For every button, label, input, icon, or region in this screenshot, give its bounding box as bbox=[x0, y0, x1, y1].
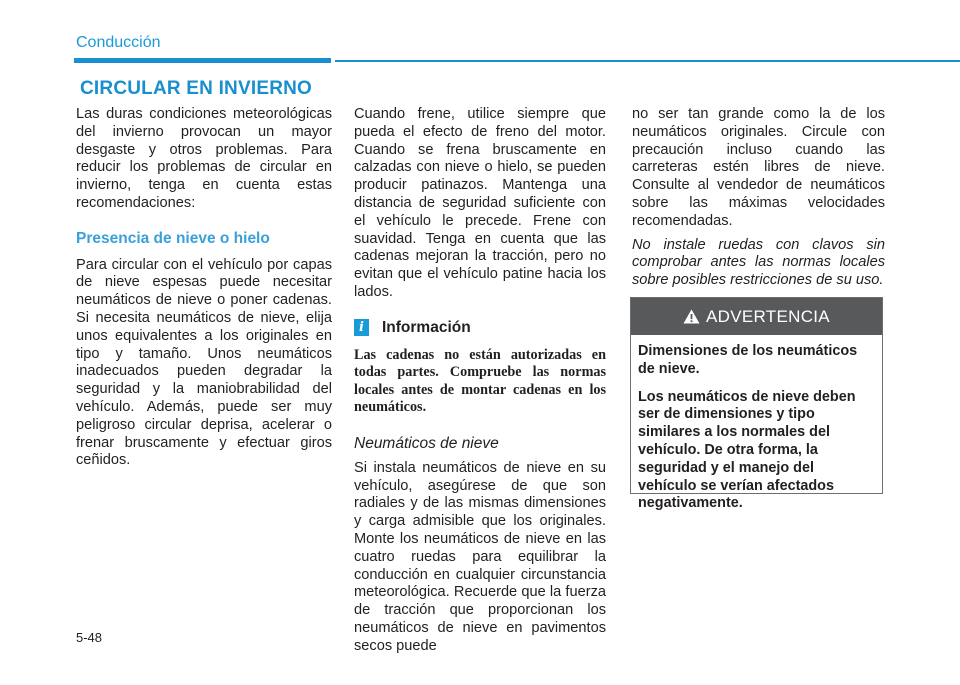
snow-tires-paragraph: Si instala neumáticos de nieve en su vehículo, asegúrese de que son radiales y de las mismas dimensiones y carga admisible que los originales. Monte los neumáticos de nieve en las cuatro ruedas para equilibrar la conducción en cualquier circunstancia meteorológica. Recuerde que la fuerza de tracción que proporcionan los neumáticos de nieve en pavimentos secos puede bbox=[354, 459, 606, 654]
header-rule-thin bbox=[335, 60, 960, 62]
warning-header bbox=[631, 298, 882, 335]
snow-ice-heading: Presencia de nieve o hielo bbox=[76, 229, 270, 247]
warning-triangle-icon bbox=[683, 309, 700, 324]
studded-tires-note: No instale ruedas con clavos sin comprobar antes las normas locales sobre posibles restricciones de su uso. bbox=[632, 236, 885, 289]
warning-title: ADVERTENCIA bbox=[706, 306, 830, 326]
info-paragraph: Las cadenas no están autorizadas en todas partes. Compruebe las normas locales antes de montar cadenas en los neumáticos. bbox=[354, 346, 606, 416]
page-number: 5-48 bbox=[76, 630, 103, 645]
braking-paragraph: Cuando frene, utilice siempre que pueda el efecto de freno del motor. Cuando se frena bruscamente en calzadas con nieve o hielo, se pueden producir patinazos. Mantenga una distancia de seguridad suficiente con el vehículo le precede. Frene con suavidad. Tenga en cuenta que las cadenas mejoran la tracción, pero no evitan que el vehículo patine hacia los lados. bbox=[354, 106, 606, 300]
info-heading bbox=[354, 319, 606, 337]
intro-paragraph: Las duras condiciones meteorológicas del invierno provocan un mayor desgaste y otros problemas. Para reducir los problemas de circular en invierno, tenga en cuenta estas recomendaciones: bbox=[76, 106, 332, 211]
warning-body bbox=[631, 335, 882, 513]
snow-tires-heading: Neumáticos de nieve bbox=[354, 434, 499, 452]
warning-text: Los neumáticos de nieve deben ser de dimensiones y tipo similares a los normales del vehículo. De otra forma, la seguridad y el manejo del vehículo se verían afectados negativamente. bbox=[638, 388, 856, 512]
column-middle bbox=[354, 106, 606, 656]
info-icon: i bbox=[354, 319, 369, 336]
continued-paragraph: no ser tan grande como la de los neumáticos originales. Circule con precaución incluso cuando las carreteras estén libres de nieve. Consulte al vendedor de neumáticos sobre las máximas velocidades recomendadas. bbox=[632, 106, 885, 229]
snow-ice-paragraph: Para circular con el vehículo por capas de nieve espesas puede necesitar neumáticos de nieve o poner cadenas. Si necesita neumáticos de nieve, elija unos equivalentes a los originales en tipo y tamaño. Unos neumáticos inadecuados pueden degradar la seguridad y la maniobrabilidad del vehículo. Además, puede ser muy peligroso circular deprisa, acelerar o frenar bruscamente y efectuar giros ceñidos. bbox=[76, 256, 332, 469]
column-left bbox=[76, 106, 332, 470]
warning-box bbox=[630, 297, 883, 512]
warning-heading: Dimensiones de los neumáticos de nieve. bbox=[638, 343, 858, 377]
section-label: Conducción bbox=[76, 34, 161, 51]
page-title: CIRCULAR EN INVIERNO bbox=[80, 78, 313, 99]
header-rule-thick bbox=[74, 58, 331, 63]
column-right bbox=[632, 106, 885, 290]
info-title: Información bbox=[382, 318, 471, 336]
